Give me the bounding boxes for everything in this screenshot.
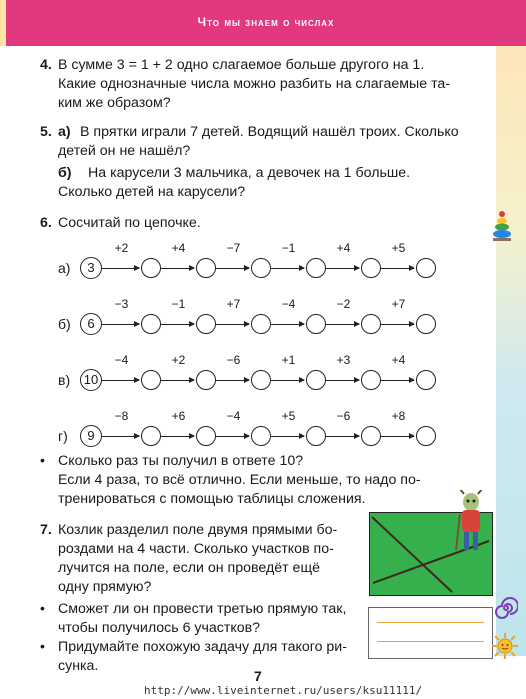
task7-q1-line2: чтобы получилось 6 участков? — [58, 620, 261, 636]
source-url: http://www.liveinternet.ru/users/ksu11111/ — [144, 684, 423, 697]
chain-answer-circle[interactable] — [251, 314, 271, 334]
chain-arrow — [102, 324, 139, 325]
chain-arrow — [161, 324, 194, 325]
chain-answer-circle[interactable] — [141, 370, 161, 390]
chain-answer-circle[interactable] — [306, 314, 326, 334]
chain-operation: −2 — [336, 297, 351, 311]
chain-arrow — [381, 380, 414, 381]
chain-arrow — [381, 324, 414, 325]
chain-row — [0, 406, 526, 452]
chain-operation: +4 — [171, 241, 186, 255]
chain-operation: +4 — [336, 241, 351, 255]
chain-answer-circle[interactable] — [361, 258, 381, 278]
chain-arrow — [326, 436, 359, 437]
chain-answer-circle[interactable] — [141, 258, 161, 278]
chain-start-circle: 10 — [80, 369, 102, 391]
task5-a-line2: детей он не нашёл? — [58, 143, 191, 159]
chain-arrow — [326, 324, 359, 325]
chain-answer-circle[interactable] — [361, 426, 381, 446]
chain-arrow — [161, 436, 194, 437]
chain-arrow — [102, 268, 139, 269]
chain-answer-circle[interactable] — [141, 426, 161, 446]
chain-answer-circle[interactable] — [361, 370, 381, 390]
chain-operation: +6 — [171, 409, 186, 423]
chain-start-circle: 9 — [80, 425, 102, 447]
chain-start-circle: 6 — [80, 313, 102, 335]
chain-answer-circle[interactable] — [251, 370, 271, 390]
chain-operation: +8 — [391, 409, 406, 423]
chain-operation: −3 — [114, 297, 129, 311]
task7-line3: лучится на поле, если он проведёт ещё — [58, 560, 321, 576]
answer-line-2 — [377, 641, 484, 642]
chain-arrow — [102, 436, 139, 437]
chain-operation: −4 — [281, 297, 296, 311]
task7-q2-line2: сунка. — [58, 658, 99, 674]
chain-row — [0, 294, 526, 340]
chain-arrow — [216, 380, 249, 381]
chain-answer-circle[interactable] — [306, 258, 326, 278]
chain-operation: +7 — [391, 297, 406, 311]
chain-answer-circle[interactable] — [416, 258, 436, 278]
task6-title: Сосчитай по цепочке. — [58, 215, 201, 231]
chain-answer-circle[interactable] — [251, 426, 271, 446]
chain-arrow — [161, 380, 194, 381]
task7-q1-line1: Сможет ли он провести третью прямую так, — [58, 601, 347, 617]
check-bullet: • — [40, 452, 45, 468]
task5-b-label: б) — [58, 165, 72, 181]
chain-answer-circle[interactable] — [306, 370, 326, 390]
chain-label: в) — [58, 372, 71, 388]
chain-answer-circle[interactable] — [361, 314, 381, 334]
task6-number: 6. — [40, 215, 52, 231]
chain-operation: −8 — [114, 409, 129, 423]
task5-b-line1: На карусели 3 мальчика, а девочек на 1 больше. — [88, 165, 411, 181]
chain-arrow — [326, 380, 359, 381]
task7-line2: роздами на 4 части. Сколько участков по- — [58, 541, 334, 557]
chain-operation: −7 — [226, 241, 241, 255]
task5-number: 5. — [40, 124, 52, 140]
check-line1: Сколько раз ты получил в ответе 10? — [58, 453, 304, 469]
chain-arrow — [381, 268, 414, 269]
chain-operation: −4 — [226, 409, 241, 423]
check-line3: тренироваться с помощью таблицы сложения. — [58, 491, 366, 507]
chain-answer-circle[interactable] — [251, 258, 271, 278]
task5-b-line2: Сколько детей на карусели? — [58, 184, 246, 200]
task4-line3: ким же образом? — [58, 95, 171, 111]
chain-label: б) — [58, 316, 71, 332]
chain-arrow — [271, 324, 304, 325]
task4-line2: Какие однозначные числа можно разбить на слагаемые та- — [58, 76, 451, 92]
task4-line1: В сумме 3 = 1 + 2 одно слагаемое больше другого на 1. — [58, 57, 425, 73]
task7-q2-line1: Придумайте похожую задачу для такого ри- — [58, 639, 347, 655]
chain-arrow — [216, 436, 249, 437]
page-number: 7 — [254, 668, 262, 684]
chain-operation: +5 — [391, 241, 406, 255]
chain-answer-circle[interactable] — [141, 314, 161, 334]
chain-operation: +2 — [171, 353, 186, 367]
chain-operation: −1 — [171, 297, 186, 311]
chain-answer-circle[interactable] — [306, 426, 326, 446]
chain-label: г) — [58, 428, 68, 444]
chain-operation: +3 — [336, 353, 351, 367]
chain-operation: −4 — [114, 353, 129, 367]
task7-number: 7. — [40, 522, 52, 538]
chain-answer-circle[interactable] — [416, 426, 436, 446]
answer-box[interactable] — [368, 607, 493, 659]
sun-icon — [491, 632, 519, 660]
task7-line4: одну прямую? — [58, 579, 152, 595]
chain-label: а) — [58, 260, 71, 276]
chain-arrow — [271, 436, 304, 437]
chain-operation: −1 — [281, 241, 296, 255]
chain-operation: +1 — [281, 353, 296, 367]
q2-bullet: • — [40, 638, 45, 654]
task5-a-label: а) — [58, 124, 71, 140]
chain-arrow — [216, 268, 249, 269]
task5-a-line1: В прятки играли 7 детей. Водящий нашёл троих. Сколько — [80, 124, 459, 140]
chain-answer-circle[interactable] — [196, 370, 216, 390]
chain-start-circle: 3 — [80, 257, 102, 279]
task4-number: 4. — [40, 57, 52, 73]
chain-operation: −6 — [226, 353, 241, 367]
goat-icon — [454, 490, 488, 556]
check-line2: Если 4 раза, то всё отлично. Если меньше, то надо по- — [58, 472, 421, 488]
chain-arrow — [216, 324, 249, 325]
chain-answer-circle[interactable] — [416, 314, 436, 334]
task7-line1: Козлик разделил поле двумя прямыми бо- — [58, 522, 338, 538]
chain-operation: +2 — [114, 241, 129, 255]
page-header — [0, 0, 526, 46]
chain-arrow — [102, 380, 139, 381]
chain-row — [0, 350, 526, 396]
chain-arrow — [271, 268, 304, 269]
chain-answer-circle[interactable] — [196, 258, 216, 278]
chain-operation: −6 — [336, 409, 351, 423]
chain-arrow — [326, 268, 359, 269]
q1-bullet: • — [40, 600, 45, 616]
chain-arrow — [271, 380, 304, 381]
chain-answer-circle[interactable] — [416, 370, 436, 390]
chain-arrow — [161, 268, 194, 269]
chain-answer-circle[interactable] — [196, 314, 216, 334]
chain-operation: +4 — [391, 353, 406, 367]
chain-row — [0, 238, 526, 284]
chain-operation: +7 — [226, 297, 241, 311]
answer-line-1 — [377, 622, 484, 623]
chain-answer-circle[interactable] — [196, 426, 216, 446]
header-title: Что мы знаем о числах — [197, 15, 335, 29]
chain-operation: +5 — [281, 409, 296, 423]
chain-arrow — [381, 436, 414, 437]
spiral-icon — [494, 596, 518, 620]
